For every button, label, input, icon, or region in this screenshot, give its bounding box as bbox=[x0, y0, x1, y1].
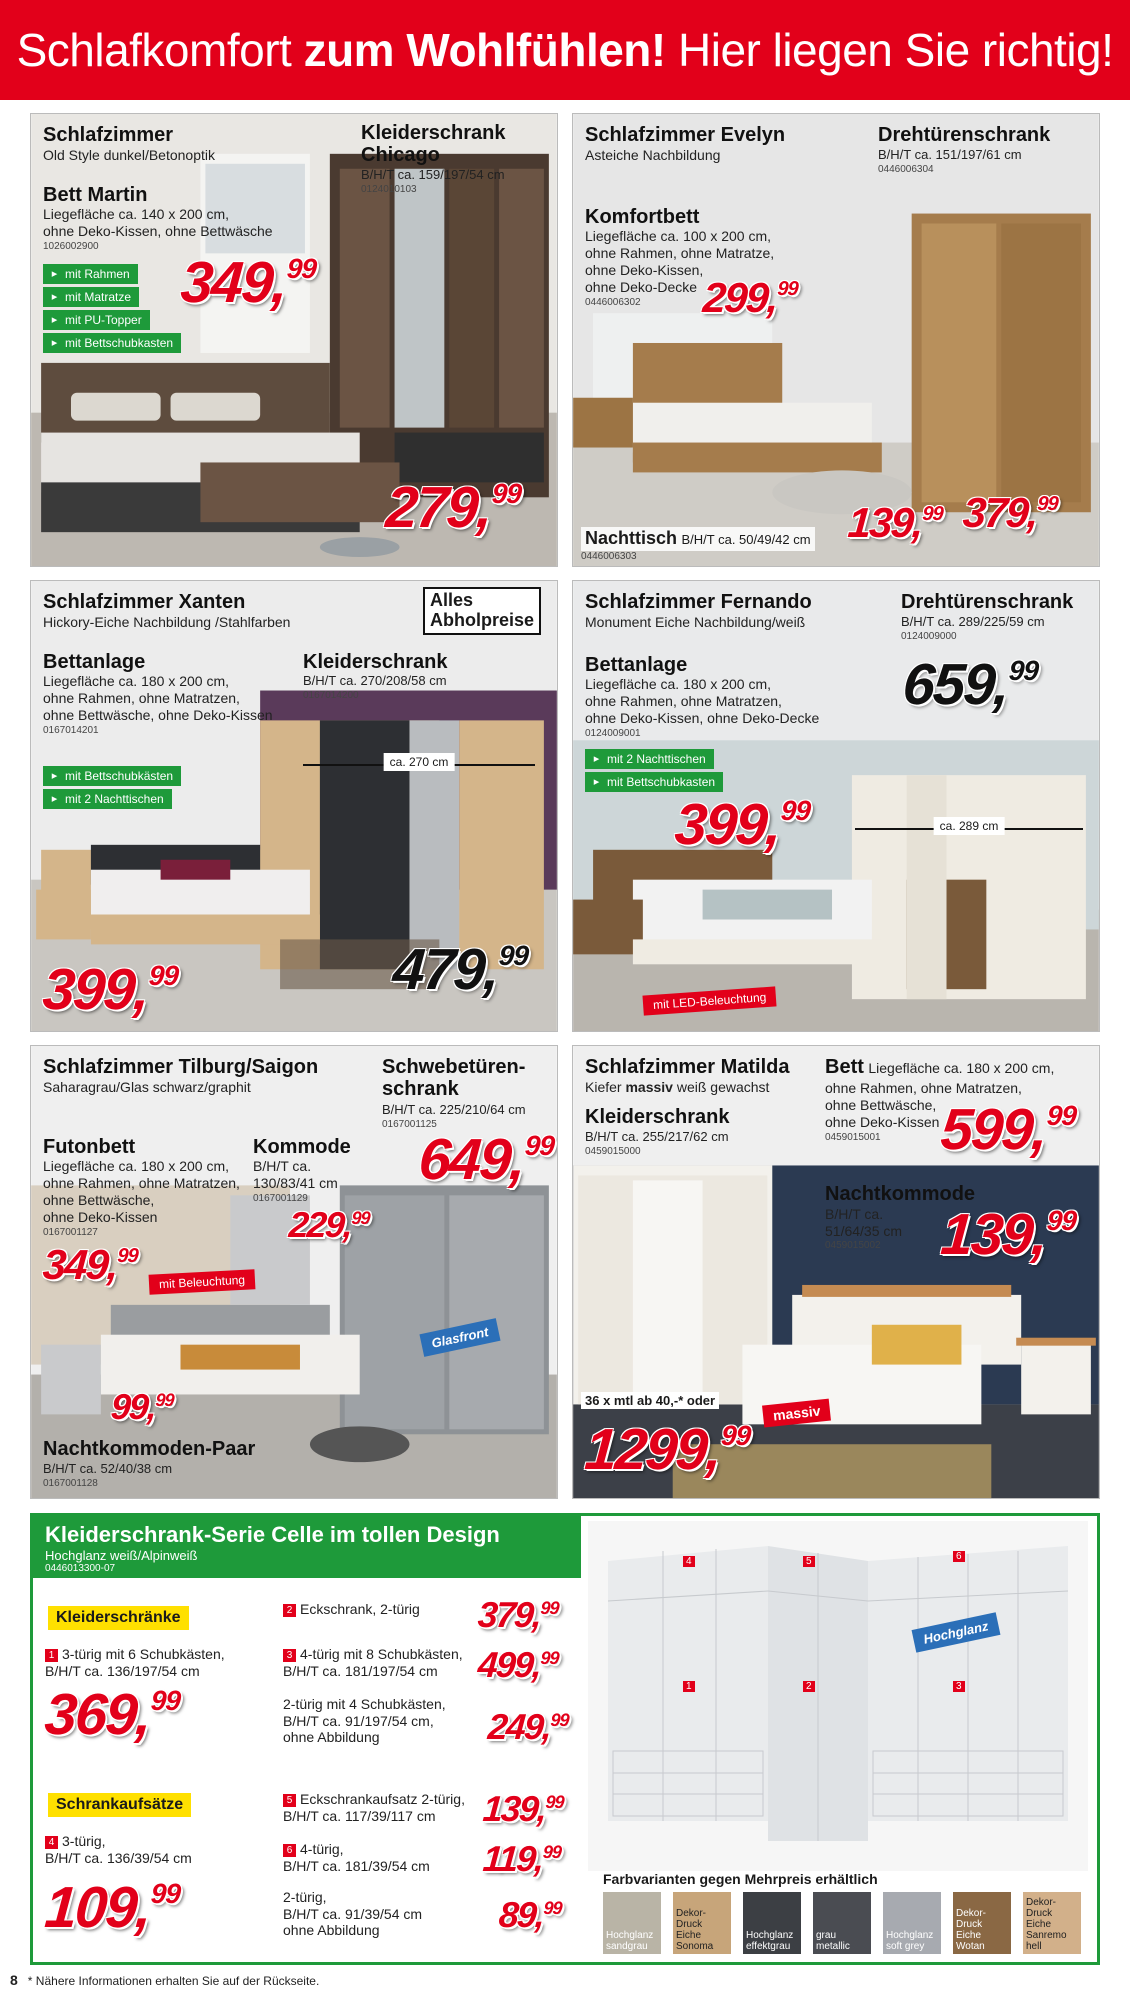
p2-nt-label bbox=[581, 527, 815, 551]
p6-bed-title: Bett bbox=[825, 1056, 864, 1078]
celle-i6b-l1: 2-türig, bbox=[283, 1889, 327, 1905]
p6-ward-sku: 0459015000 bbox=[585, 1146, 641, 1157]
p3-ward-dim: B/H/T ca. 270/208/58 cm bbox=[303, 673, 447, 688]
celle-label-kleiderschraenke: Kleiderschränke bbox=[48, 1606, 189, 1630]
celle-item1 bbox=[45, 1646, 225, 1679]
p4-bed-price-main: 399, bbox=[672, 792, 783, 857]
celle-i4-price-cents: 99 bbox=[149, 1878, 182, 1909]
p4-ward-price-main: 659, bbox=[900, 652, 1011, 717]
celle-i3b-l3: ohne Abbildung bbox=[283, 1729, 380, 1746]
celle-item4 bbox=[45, 1833, 192, 1866]
p6-bed-price-main: 599, bbox=[938, 1097, 1049, 1162]
p6-bed-sku: 0459015001 bbox=[825, 1132, 881, 1143]
p3-bed-desc2: ohne Rahmen, ohne Matratzen, bbox=[43, 690, 240, 706]
panel-schlafzimmer-old-style[interactable] bbox=[30, 113, 558, 567]
header-text-1: Schlafkomfort bbox=[16, 24, 304, 76]
p1-ward-price-main: 279, bbox=[383, 475, 494, 540]
p2-nt-price bbox=[846, 499, 943, 547]
p3-ward-sku: 0167014200 bbox=[303, 690, 359, 701]
footer-note: * Nähere Informationen erhalten Sie auf der Rückseite. bbox=[27, 1974, 320, 1988]
celle-i4-price-main: 109, bbox=[42, 1875, 153, 1940]
p5-kom-dim2: 130/83/41 cm bbox=[253, 1175, 338, 1191]
p4-tag-bettschubkasten: ▸ mit Bettschubkasten bbox=[585, 772, 723, 792]
swatch-eiche-sonoma[interactable] bbox=[673, 1892, 731, 1954]
p1-tag-topper: ▸ mit PU-Topper bbox=[43, 310, 150, 330]
celle-item3 bbox=[283, 1646, 463, 1679]
celle-box-num-1: 1 bbox=[683, 1681, 695, 1692]
p4-ward-dim: B/H/T ca. 289/225/59 cm bbox=[901, 614, 1045, 629]
celle-i2-price-cents: 99 bbox=[539, 1598, 560, 1618]
p5-glass-badge: Glasfront bbox=[419, 1318, 500, 1357]
p4-ward-price-cents: 99 bbox=[1007, 655, 1040, 686]
p5-bed-title: Futonbett bbox=[43, 1136, 136, 1158]
celle-i2-price bbox=[477, 1594, 560, 1636]
p5-nk-price-cents: 99 bbox=[154, 1390, 175, 1410]
p6-ward-price bbox=[583, 1416, 752, 1483]
celle-i3-l1: 4-türig mit 8 Schubkästen, bbox=[300, 1646, 463, 1662]
p6-ward-price-cents: 99 bbox=[720, 1420, 752, 1451]
swatch-3-l2: effektgrau bbox=[746, 1941, 791, 1952]
p6-bed-desc1: Liegefläche ca. 180 x 200 cm, bbox=[868, 1060, 1055, 1076]
celle-num-2: 2 bbox=[283, 1604, 296, 1617]
p1-ward-price bbox=[384, 474, 523, 541]
swatch-1-l2: sandgrau bbox=[606, 1941, 648, 1952]
p6-bed-desc2: ohne Rahmen, ohne Matratzen, bbox=[825, 1080, 1022, 1096]
celle-i6-price-main: 119, bbox=[481, 1838, 544, 1879]
p5-ward-sku: 0167001125 bbox=[382, 1119, 437, 1130]
p5-bed-price-main: 349, bbox=[41, 1241, 119, 1288]
celle-i6-l2: B/H/T ca. 181/39/54 cm bbox=[283, 1857, 430, 1874]
p6-sub-c: weiß gewachst bbox=[672, 1079, 770, 1095]
celle-wardrobe-image bbox=[588, 1521, 1088, 1871]
p3-box-line1: Alles bbox=[430, 590, 474, 610]
p6-massiv-label: massiv bbox=[762, 1399, 831, 1428]
panel-schlafzimmer-evelyn[interactable] bbox=[572, 113, 1100, 567]
celle-i3-price bbox=[477, 1644, 560, 1686]
celle-label-schrankaufsaetze: Schrankaufsätze bbox=[48, 1793, 191, 1817]
p4-ward-sku: 0124009000 bbox=[901, 631, 957, 642]
p4-subtitle: Monument Eiche Nachbildung/weiß bbox=[585, 614, 806, 630]
p4-bed-desc1: Liegefläche ca. 180 x 200 cm, bbox=[585, 676, 772, 692]
p4-bed-desc3: ohne Deko-Kissen, ohne Deko-Decke bbox=[585, 710, 820, 726]
celle-i5-price bbox=[482, 1788, 565, 1830]
p5-ward-price bbox=[417, 1126, 556, 1193]
celle-i1-price-cents: 99 bbox=[149, 1685, 182, 1716]
celle-sku: 0446013300-07 bbox=[45, 1563, 116, 1574]
p5-ward-dim: B/H/T ca. 225/210/64 cm bbox=[382, 1102, 526, 1117]
swatch-6-l1: Dekor- bbox=[956, 1908, 987, 1919]
swatch-eiche-sanremo-hell[interactable] bbox=[1023, 1892, 1081, 1954]
p6-bed-title-line bbox=[825, 1056, 1054, 1080]
p2-ward-price-cents: 99 bbox=[1036, 493, 1059, 515]
celle-i6b-l3: ohne Abbildung bbox=[283, 1922, 380, 1939]
p3-ward-price-cents: 99 bbox=[497, 940, 530, 971]
p3-bed-desc3: ohne Bettwäsche, ohne Deko-Kissen bbox=[43, 707, 273, 723]
p1-subtitle: Old Style dunkel/Betonoptik bbox=[43, 147, 215, 163]
p5-bed-desc1: Liegefläche ca. 180 x 200 cm, bbox=[43, 1158, 230, 1174]
p2-nt-title: Nachttisch bbox=[585, 528, 678, 548]
p3-box-line2: Abholpreise bbox=[430, 609, 535, 630]
p3-bed-title: Bettanlage bbox=[43, 651, 146, 673]
celle-i5-l1: Eckschrankaufsatz 2-türig, bbox=[300, 1791, 465, 1807]
p5-bed-desc4: ohne Deko-Kissen bbox=[43, 1209, 158, 1225]
p6-nk-price-cents: 99 bbox=[1045, 1205, 1078, 1236]
p6-finance: 36 x mtl ab 40,-* oder bbox=[581, 1392, 719, 1409]
swatch-6-l4: Wotan bbox=[956, 1941, 985, 1952]
celle-i3b-price bbox=[487, 1706, 570, 1748]
p5-kom-dim1: B/H/T ca. bbox=[253, 1158, 312, 1174]
p6-nk-dim2: 51/64/35 cm bbox=[825, 1223, 903, 1239]
p3-abholpreise-box bbox=[423, 587, 541, 635]
celle-box-num-4: 4 bbox=[683, 1556, 695, 1567]
p1-bed-desc2: ohne Deko-Kissen, ohne Bettwäsche bbox=[43, 223, 273, 239]
swatch-6-l2: Druck bbox=[956, 1919, 983, 1930]
p4-ward-price bbox=[901, 651, 1040, 718]
celle-i3b-l2: B/H/T ca. 91/197/54 cm, bbox=[283, 1712, 434, 1729]
panel-schlafzimmer-tilburg[interactable] bbox=[30, 1045, 558, 1499]
swatch-6-l3: Eiche bbox=[956, 1930, 982, 1941]
swatch-7-l4: Sanremo hell bbox=[1026, 1930, 1067, 1952]
p4-bed-price-cents: 99 bbox=[779, 795, 812, 826]
celle-item6b bbox=[283, 1889, 422, 1939]
p2-bed-desc1: Liegefläche ca. 100 x 200 cm, bbox=[585, 228, 772, 244]
p1-tag-rahmen: ▸ mit Rahmen bbox=[43, 264, 138, 284]
panel-schlafzimmer-fernando[interactable] bbox=[572, 580, 1100, 1032]
swatch-2-l1: Dekor- bbox=[676, 1908, 707, 1919]
page-header bbox=[0, 0, 1130, 100]
p3-bed-price bbox=[41, 956, 180, 1023]
celle-i3-l2: B/H/T ca. 181/197/54 cm bbox=[283, 1662, 438, 1679]
p4-ward-title: Drehtürenschrank bbox=[901, 591, 1074, 613]
celle-num-5: 5 bbox=[283, 1794, 296, 1807]
p5-nk-price-main: 99, bbox=[109, 1386, 157, 1427]
swatch-7-l2: Druck bbox=[1026, 1908, 1053, 1919]
p4-measure-label: ca. 289 cm bbox=[934, 817, 1005, 835]
p1-bed-title: Bett Martin bbox=[43, 184, 148, 206]
celle-i6b-price bbox=[498, 1894, 563, 1936]
p5-subtitle: Saharagrau/Glas schwarz/graphit bbox=[43, 1079, 251, 1095]
p1-bed-desc1: Liegefläche ca. 140 x 200 cm, bbox=[43, 206, 230, 222]
celle-box-num-2: 2 bbox=[803, 1681, 815, 1692]
header-text-2: zum Wohlfühlen! bbox=[303, 24, 666, 76]
celle-i6b-l2: B/H/T ca. 91/39/54 cm bbox=[283, 1905, 423, 1922]
p3-bed-price-main: 399, bbox=[40, 957, 151, 1022]
celle-hochglanz-badge: Hochglanz bbox=[912, 1612, 1001, 1652]
p3-subtitle: Hickory-Eiche Nachbildung /Stahlfarben bbox=[43, 614, 291, 630]
p2-bed-desc4: ohne Deko-Decke bbox=[585, 279, 698, 295]
p6-nk-sku: 0459015002 bbox=[825, 1240, 881, 1251]
p2-nt-price-main: 139, bbox=[846, 499, 924, 546]
celle-num-6: 6 bbox=[283, 1844, 296, 1857]
p2-ward-price-main: 379, bbox=[961, 489, 1039, 536]
celle-i6b-price-cents: 99 bbox=[542, 1898, 563, 1918]
p6-ward-title: Kleiderschrank bbox=[585, 1106, 730, 1128]
celle-item2 bbox=[283, 1601, 420, 1618]
celle-i4-price bbox=[43, 1874, 182, 1941]
p3-ward-price bbox=[391, 936, 530, 1003]
p3-ward-price-main: 479, bbox=[390, 937, 501, 1002]
swatch-1-l1: Hochglanz bbox=[606, 1930, 654, 1941]
celle-item3b bbox=[283, 1696, 446, 1746]
bedroom-image-fernando bbox=[573, 581, 1099, 1031]
p6-title: Schlafzimmer Matilda bbox=[585, 1056, 790, 1078]
p1-title: Schlafzimmer bbox=[43, 124, 174, 146]
p1-ward-dim: B/H/T ca. 159/197/54 cm bbox=[361, 167, 505, 182]
celle-i5-price-main: 139, bbox=[481, 1788, 547, 1829]
swatch-eiche-wotan[interactable] bbox=[953, 1892, 1011, 1954]
p5-kom-price-main: 229, bbox=[287, 1204, 353, 1245]
p3-tag-nachttischen: ▸ mit 2 Nachttischen bbox=[43, 789, 172, 809]
celle-series-section[interactable] bbox=[30, 1513, 1100, 1965]
swatch-5-l2: soft grey bbox=[886, 1941, 925, 1952]
celle-i2-l1: Eckschrank, 2-türig bbox=[300, 1601, 420, 1617]
header-text-3: Hier liegen Sie richtig! bbox=[665, 24, 1114, 76]
p5-kom-sku: 0167001129 bbox=[253, 1193, 308, 1204]
celle-i4-l2: B/H/T ca. 136/39/54 cm bbox=[45, 1849, 192, 1866]
swatch-3-l1: Hochglanz bbox=[746, 1930, 794, 1941]
p2-ward-dim: B/H/T ca. 151/197/61 cm bbox=[878, 147, 1022, 162]
celle-item5 bbox=[283, 1791, 465, 1824]
p2-ward-sku: 0446006304 bbox=[878, 164, 934, 175]
p3-width-measure bbox=[303, 755, 535, 769]
p2-bed-sku: 0446006302 bbox=[585, 297, 641, 308]
celle-item6 bbox=[283, 1841, 430, 1874]
p5-title: Schlafzimmer Tilburg/Saigon bbox=[43, 1056, 319, 1078]
p1-tag-matratze: ▸ mit Matratze bbox=[43, 287, 139, 307]
p5-bed-desc3: ohne Bettwäsche, bbox=[43, 1192, 155, 1208]
p4-bed-desc2: ohne Rahmen, ohne Matratzen, bbox=[585, 693, 782, 709]
celle-i5-price-cents: 99 bbox=[544, 1792, 565, 1812]
p1-ward-sku: 0124010103 bbox=[361, 184, 417, 195]
page-number: 8 bbox=[10, 1972, 18, 1988]
p4-bed-title: Bettanlage bbox=[585, 654, 688, 676]
celle-i3-price-main: 499, bbox=[476, 1644, 542, 1685]
p5-nk-price bbox=[110, 1386, 175, 1428]
p3-ward-title: Kleiderschrank bbox=[303, 651, 448, 673]
p2-bed-price-cents: 99 bbox=[776, 278, 799, 300]
celle-box-num-3: 3 bbox=[953, 1681, 965, 1692]
p3-title: Schlafzimmer Xanten bbox=[43, 591, 246, 613]
celle-i5-l2: B/H/T ca. 117/39/117 cm bbox=[283, 1807, 436, 1824]
celle-i6-price-cents: 99 bbox=[542, 1842, 562, 1862]
swatch-hochglanz-soft-grey[interactable] bbox=[883, 1892, 941, 1954]
panel-schlafzimmer-xanten[interactable] bbox=[30, 580, 558, 1032]
panel-schlafzimmer-matilda[interactable] bbox=[572, 1045, 1100, 1499]
p1-ward-price-cents: 99 bbox=[490, 478, 523, 509]
p4-bed-price bbox=[673, 791, 812, 858]
celle-num-1: 1 bbox=[45, 1649, 58, 1662]
p6-subtitle bbox=[585, 1079, 769, 1096]
celle-i2-price-main: 379, bbox=[476, 1594, 542, 1635]
celle-i1-price-main: 369, bbox=[42, 1682, 153, 1747]
celle-num-4: 4 bbox=[45, 1836, 58, 1849]
p6-sub-massiv: massiv bbox=[625, 1079, 673, 1095]
celle-title: Kleiderschrank-Serie Celle im tollen Design bbox=[45, 1522, 500, 1547]
p1-bed-price-main: 349, bbox=[178, 250, 289, 315]
celle-i6-price bbox=[482, 1838, 562, 1880]
p5-bed-desc2: ohne Rahmen, ohne Matratzen, bbox=[43, 1175, 240, 1191]
p2-subtitle: Asteiche Nachbildung bbox=[585, 147, 721, 163]
p6-bed-desc4: ohne Deko-Kissen bbox=[825, 1114, 940, 1130]
p2-bed-price-main: 299, bbox=[701, 274, 779, 321]
p1-tag-bettschubkasten: ▸ mit Bettschubkasten bbox=[43, 333, 181, 353]
p5-ward-title2: schrank bbox=[382, 1078, 459, 1100]
p2-nt-dim: B/H/T ca. 50/49/42 cm bbox=[681, 532, 811, 547]
celle-i3-price-cents: 99 bbox=[539, 1648, 560, 1668]
p4-bed-sku: 0124009001 bbox=[585, 728, 641, 739]
p4-led-label: mit LED-Beleuchtung bbox=[642, 986, 776, 1015]
celle-i3b-price-cents: 99 bbox=[549, 1710, 570, 1730]
swatch-2-l3: Eiche bbox=[676, 1930, 702, 1941]
p5-ward-price-cents: 99 bbox=[523, 1130, 556, 1161]
celle-i1-l2: B/H/T ca. 136/197/54 cm bbox=[45, 1662, 200, 1679]
swatch-7-l3: Eiche bbox=[1026, 1919, 1052, 1930]
celle-num-3: 3 bbox=[283, 1649, 296, 1662]
swatch-4-l2: metallic bbox=[816, 1941, 850, 1952]
p2-nt-price-cents: 99 bbox=[921, 503, 944, 525]
p5-nk-title: Nachtkommoden-Paar bbox=[43, 1438, 256, 1460]
p3-bed-price-cents: 99 bbox=[147, 960, 180, 991]
page-footer bbox=[10, 1972, 319, 1988]
celle-i1-price bbox=[43, 1681, 182, 1748]
p6-bed-price-cents: 99 bbox=[1045, 1100, 1078, 1131]
p3-bed-sku: 0167014201 bbox=[43, 725, 99, 736]
p4-tag-nachttischen: ▸ mit 2 Nachttischen bbox=[585, 749, 714, 769]
swatch-2-l4: Sonoma bbox=[676, 1941, 714, 1952]
swatch-5-l1: Hochglanz bbox=[886, 1930, 934, 1941]
celle-subtitle: Hochglanz weiß/Alpinweiß bbox=[45, 1548, 198, 1563]
swatch-grau-metallic[interactable] bbox=[813, 1892, 871, 1954]
celle-i6b-price-main: 89, bbox=[497, 1894, 545, 1935]
p6-bed-desc3: ohne Bettwäsche, bbox=[825, 1097, 937, 1113]
swatch-4-l1: grau bbox=[816, 1930, 837, 1941]
p5-nk-dim: B/H/T ca. 52/40/38 cm bbox=[43, 1461, 173, 1476]
p5-bed-price-cents: 99 bbox=[116, 1245, 139, 1267]
p1-bed-sku: 1026002900 bbox=[43, 241, 99, 252]
p5-light-label: mit Beleuchtung bbox=[149, 1269, 256, 1295]
celle-i3b-price-main: 249, bbox=[486, 1706, 552, 1747]
swatch-2-l2: Druck bbox=[676, 1919, 703, 1930]
p5-kom-price-cents: 99 bbox=[350, 1208, 371, 1228]
p6-sub-a: Kiefer bbox=[585, 1079, 626, 1095]
p6-ward-price-main: 1299, bbox=[582, 1417, 723, 1482]
p2-bed-price bbox=[701, 274, 798, 322]
celle-header bbox=[33, 1516, 581, 1578]
p1-ward-title1: Kleiderschrank bbox=[361, 122, 506, 144]
p2-bed-desc3: ohne Deko-Kissen, bbox=[585, 262, 704, 278]
celle-i4-l1: 3-türig, bbox=[62, 1833, 106, 1849]
p5-nk-sku: 0167001128 bbox=[43, 1478, 98, 1489]
celle-farbvarianten: Farbvarianten gegen Mehrpreis erhältlich bbox=[603, 1871, 878, 1887]
p4-width-measure bbox=[855, 819, 1083, 833]
p6-nk-price bbox=[939, 1201, 1078, 1268]
celle-i3b-l1: 2-türig mit 4 Schubkästen, bbox=[283, 1696, 446, 1712]
p5-bed-price bbox=[41, 1241, 138, 1289]
p5-kom-title: Kommode bbox=[253, 1136, 351, 1158]
p2-bed-title: Komfortbett bbox=[585, 206, 700, 228]
p6-nk-title: Nachtkommode bbox=[825, 1183, 976, 1205]
p6-ward-dim: B/H/T ca. 255/217/62 cm bbox=[585, 1129, 729, 1144]
p2-ward-title: Drehtürenschrank bbox=[878, 124, 1051, 146]
p4-title: Schlafzimmer Fernando bbox=[585, 591, 812, 613]
celle-i1-l1: 3-türig mit 6 Schubkästen, bbox=[62, 1646, 225, 1662]
p2-ward-price bbox=[961, 489, 1058, 537]
swatch-hochglanz-sandgrau[interactable] bbox=[603, 1892, 661, 1954]
p1-bed-price bbox=[179, 249, 318, 316]
swatch-hochglanz-effektgrau[interactable] bbox=[743, 1892, 801, 1954]
celle-box-num-5: 5 bbox=[803, 1556, 815, 1567]
p2-nt-sku: 0446006303 bbox=[581, 551, 637, 562]
celle-box-num-6: 6 bbox=[953, 1551, 965, 1562]
p6-bed-price bbox=[939, 1096, 1078, 1163]
p5-ward-title1: Schwebetüren- bbox=[382, 1056, 526, 1078]
p6-nk-price-main: 139, bbox=[938, 1202, 1049, 1267]
p5-kom-price bbox=[288, 1204, 371, 1246]
p2-bed-desc2: ohne Rahmen, ohne Matratze, bbox=[585, 245, 775, 261]
p1-bed-price-cents: 99 bbox=[285, 253, 318, 284]
p3-measure-label: ca. 270 cm bbox=[384, 753, 455, 771]
p5-bed-sku: 0167001127 bbox=[43, 1227, 98, 1238]
celle-i6-l1: 4-türig, bbox=[300, 1841, 344, 1857]
p6-nk-dim1: B/H/T ca. bbox=[825, 1206, 884, 1222]
p2-title: Schlafzimmer Evelyn bbox=[585, 124, 786, 146]
p3-bed-desc1: Liegefläche ca. 180 x 200 cm, bbox=[43, 673, 230, 689]
swatch-7-l1: Dekor- bbox=[1026, 1897, 1057, 1908]
p3-tag-bettschubkaesten: ▸ mit Bettschubkästen bbox=[43, 766, 181, 786]
p1-ward-title2: Chicago bbox=[361, 144, 440, 166]
p5-ward-price-main: 649, bbox=[416, 1127, 527, 1192]
